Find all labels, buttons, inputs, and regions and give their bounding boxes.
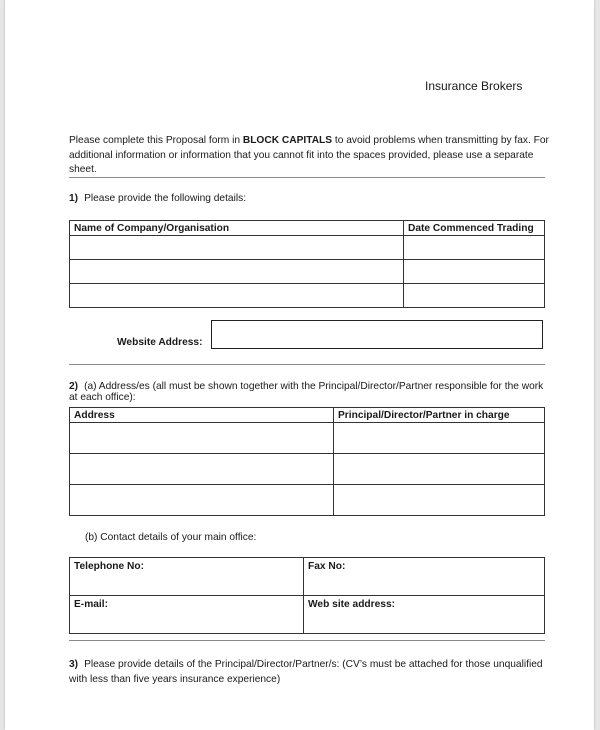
fax-field[interactable]: Fax No: [304,558,545,596]
column-header-company: Name of Company/Organisation [70,221,404,236]
date-commenced-cell[interactable] [404,236,545,260]
address-cell[interactable] [70,485,334,516]
intro-text-after: to avoid problems when transmitting by fax. For additional information or information that you cannot fit into the spaces provided, please use a separate sheet. [69,135,549,175]
section-1-number: 1) [69,193,79,204]
divider [69,640,545,641]
contact-details-table [69,557,545,634]
principal-cell[interactable] [334,423,545,454]
company-name-cell[interactable] [70,284,404,308]
company-name-cell[interactable] [70,236,404,260]
website-address-field[interactable] [211,320,543,349]
divider [69,177,545,178]
principal-cell[interactable] [334,485,545,516]
section-3-number: 3) [69,659,79,670]
section-2-question [69,381,545,403]
table-header-row [70,408,545,423]
section-2-text: (a) Address/es (all must be shown together with the Principal/Director/Partner responsible for the work at each office): [69,381,544,403]
website-address-label: Website Address: [117,337,203,348]
company-name-cell[interactable] [70,260,404,284]
section-3-text: Please provide details of the Principal/Director/Partner/s: (CV’s must be attached for those unqualified with less than five years insurance experience) [69,659,543,685]
section-2-number: 2) [69,381,79,392]
contact-details-subheading: (b) Contact details of your main office: [85,532,257,543]
telephone-field[interactable]: Telephone No: [70,558,304,596]
table-header-row [70,221,545,236]
column-header-principal: Principal/Director/Partner in charge [334,408,545,423]
table-row [70,454,545,485]
email-field[interactable]: E-mail: [70,596,304,634]
address-cell[interactable] [70,454,334,485]
website-field[interactable]: Web site address: [304,596,545,634]
intro-emphasis: BLOCK CAPITALS [242,135,333,146]
section-1-text: Please provide the following details: [84,193,247,204]
document-heading: Insurance Brokers [425,79,523,93]
table-row [70,596,545,634]
date-commenced-cell[interactable] [404,284,545,308]
company-details-table [69,220,545,308]
section-3-question [69,657,545,687]
intro-paragraph [69,134,549,178]
table-row [70,485,545,516]
table-row [70,284,545,308]
date-commenced-cell[interactable] [404,260,545,284]
table-row [70,236,545,260]
section-1-question [69,193,246,204]
column-header-date: Date Commenced Trading [404,221,545,236]
column-header-address: Address [70,408,334,423]
address-cell[interactable] [70,423,334,454]
document-page [5,0,594,730]
table-row [70,423,545,454]
divider [69,364,545,365]
table-row [70,260,545,284]
principal-cell[interactable] [334,454,545,485]
table-row [70,558,545,596]
address-table [69,407,545,516]
intro-text-before: Please complete this Proposal form in [69,135,243,146]
